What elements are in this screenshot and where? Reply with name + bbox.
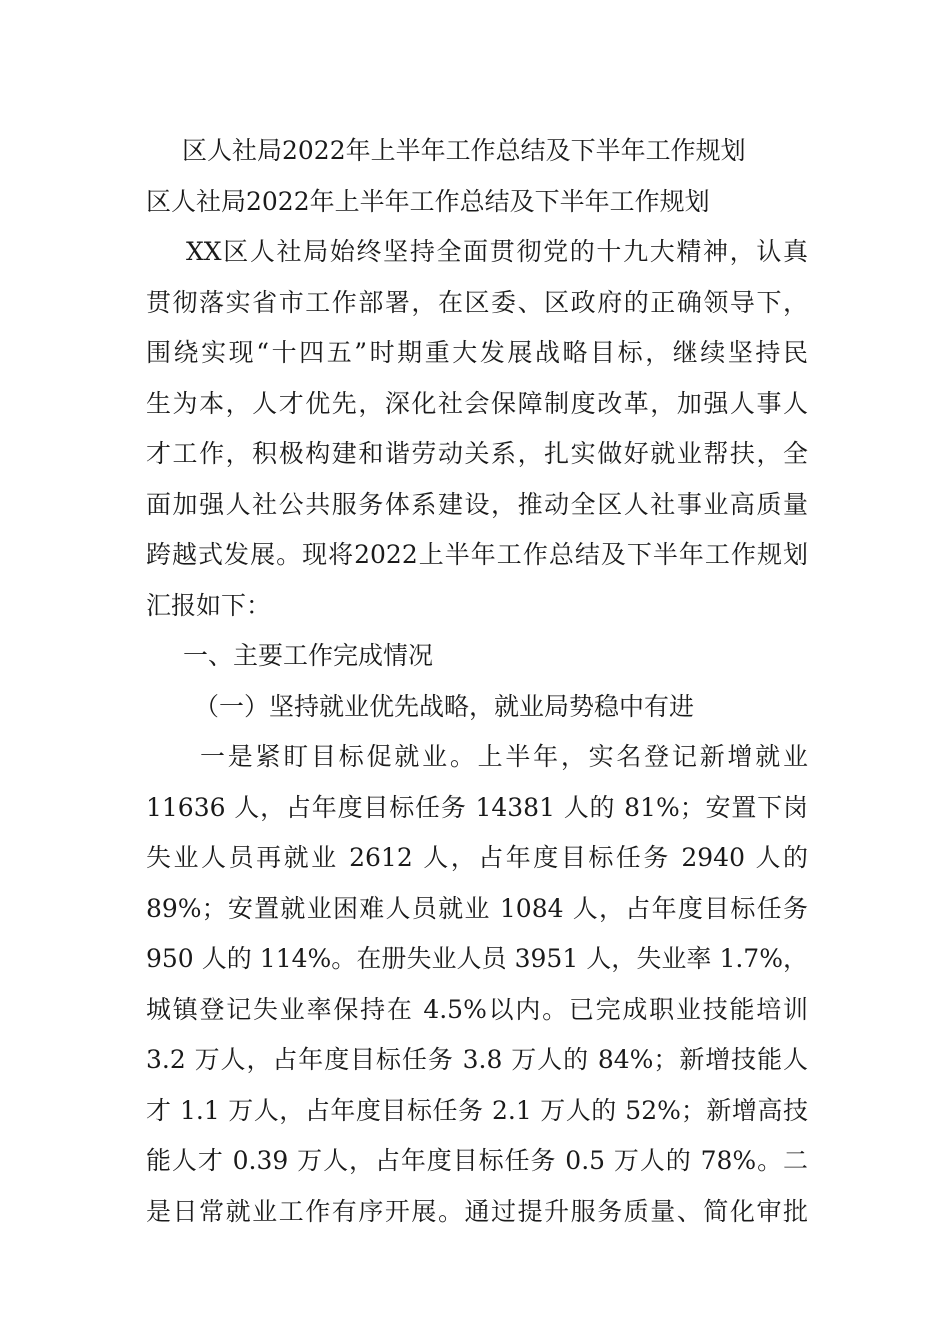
intro-line-8: 汇报如下：	[146, 590, 272, 620]
subsection-heading: （一）坚持就业优先战略，就业局势稳中有进	[194, 691, 695, 721]
body-line-1: 一是紧盯目标促就业。上半年，实名登记新增就业	[200, 742, 808, 771]
document-subtitle: 区人社局2022年上半年工作总结及下半年工作规划	[146, 186, 710, 216]
body-line-4: 89%；安置就业困难人员就业 1084 人，占年度目标任务	[146, 893, 808, 923]
body-line-7: 3.2 万人，占年度目标任务 3.8 万人的 84%；新增技能人	[146, 1045, 808, 1074]
section-heading: 一、主要工作完成情况	[183, 641, 434, 670]
intro-line-7: 跨越式发展。现将2022上半年工作总结及下半年工作规划	[146, 540, 808, 569]
body-line-3: 失业人员再就业 2612 人，占年度目标任务 2940 人的	[146, 843, 808, 872]
intro-line-5: 才工作，积极构建和谐劳动关系，扎实做好就业帮扶，全	[146, 439, 808, 468]
intro-line-4: 生为本，人才优先，深化社会保障制度改革，加强人事人	[146, 388, 808, 418]
document-content	[146, 126, 808, 1237]
intro-line-3: 围绕实现“十四五”时期重大发展战略目标，继续坚持民	[146, 338, 808, 367]
intro-line-2: 贯彻落实省市工作部署，在区委、区政府的正确领导下，	[146, 287, 808, 317]
body-line-6: 城镇登记失业率保持在 4.5%以内。已完成职业技能培训	[146, 994, 808, 1024]
body-line-2: 11636 人，占年度目标任务 14381 人的 81%；安置下岗	[146, 792, 808, 822]
document-title: 区人社局2022年上半年工作总结及下半年工作规划	[182, 136, 746, 165]
intro-line-6: 面加强人社公共服务体系建设，推动全区人社事业高质量	[146, 489, 808, 519]
intro-line-1: XX区人社局始终坚持全面贯彻党的十九大精神，认真	[186, 237, 808, 266]
body-line-8: 才 1.1 万人，占年度目标任务 2.1 万人的 52%；新增高技	[146, 1095, 808, 1125]
body-line-5: 950 人的 114%。在册失业人员 3951 人，失业率 1.7%，	[146, 944, 808, 973]
body-line-10: 是日常就业工作有序开展。通过提升服务质量、简化审批	[146, 1196, 808, 1226]
body-line-9: 能人才 0.39 万人，占年度目标任务 0.5 万人的 78%。二	[146, 1146, 808, 1175]
